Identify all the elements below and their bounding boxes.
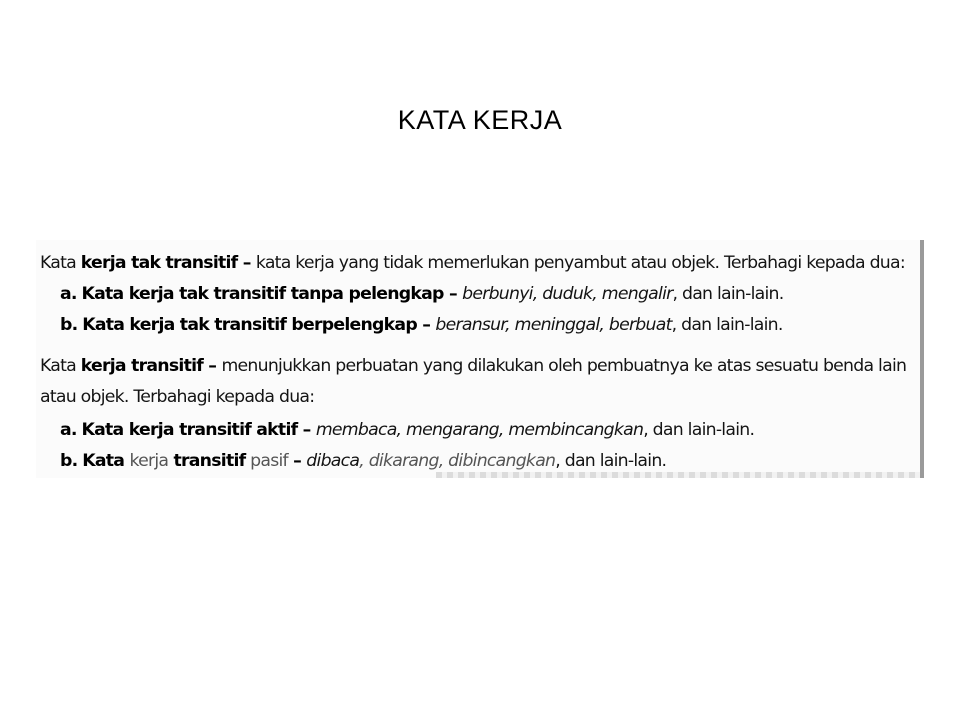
dash: –	[416, 315, 436, 335]
lead-word: Kata	[40, 253, 81, 273]
item-examples: berbunyi, duduk, mengalir	[462, 284, 673, 304]
definition-text: menunjukkan perbuatan yang dilakukan oleh pembuatnya ke atas sesuatu benda lain	[221, 356, 907, 376]
dash: –	[203, 356, 222, 376]
list-marker: b.	[60, 315, 78, 335]
scanned-text-excerpt	[36, 240, 924, 478]
dash: –	[287, 451, 307, 471]
list-item	[60, 449, 666, 473]
list-item	[60, 313, 783, 337]
item-term: transitif	[168, 451, 246, 471]
item-suffix: , dan lain-lain.	[671, 315, 783, 335]
term-kerja-transitif: kerja transitif	[80, 356, 204, 376]
definition-text: kata kerja yang tidak memerlukan penyambut atau objek. Terbahagi kepada dua:	[255, 253, 905, 273]
item-suffix: , dan lain-lain.	[643, 420, 755, 440]
dash: –	[237, 253, 256, 273]
definition-continuation	[40, 385, 314, 409]
list-item	[60, 418, 754, 442]
item-term: Kata kerja tak transitif tanpa pelengkap	[81, 284, 444, 304]
item-term: Kata kerja tak transitif berpelengkap	[82, 315, 417, 335]
definition-kata-kerja-tak-transitif	[40, 251, 905, 275]
dash: –	[443, 284, 463, 304]
item-examples-faded: , dikarang, dibincangkan	[359, 451, 556, 471]
item-term: Kata	[82, 451, 130, 471]
item-examples: beransur, meninggal, berbuat	[435, 315, 672, 335]
list-marker: a.	[60, 284, 77, 304]
list-marker: b.	[60, 451, 78, 471]
item-term-faded: pasif	[245, 451, 288, 471]
item-examples: dibaca	[306, 451, 360, 471]
dash: –	[297, 420, 316, 440]
item-term-faded: kerja	[129, 451, 169, 471]
definition-text: atau objek. Terbahagi kepada dua:	[40, 387, 315, 407]
item-suffix: , dan lain-lain.	[555, 451, 667, 471]
list-marker: a.	[60, 420, 77, 440]
item-suffix: , dan lain-lain.	[672, 284, 784, 304]
lead-word: Kata	[40, 356, 81, 376]
scan-edge-artifact	[436, 472, 920, 478]
list-item	[60, 282, 784, 306]
slide-title: KATA KERJA	[397, 105, 563, 135]
item-term: Kata kerja transitif aktif	[81, 420, 298, 440]
definition-kata-kerja-transitif	[40, 354, 906, 378]
item-examples: membaca, mengarang, membincangkan	[315, 420, 644, 440]
term-kerja-tak-transitif: kerja tak transitif	[80, 253, 238, 273]
